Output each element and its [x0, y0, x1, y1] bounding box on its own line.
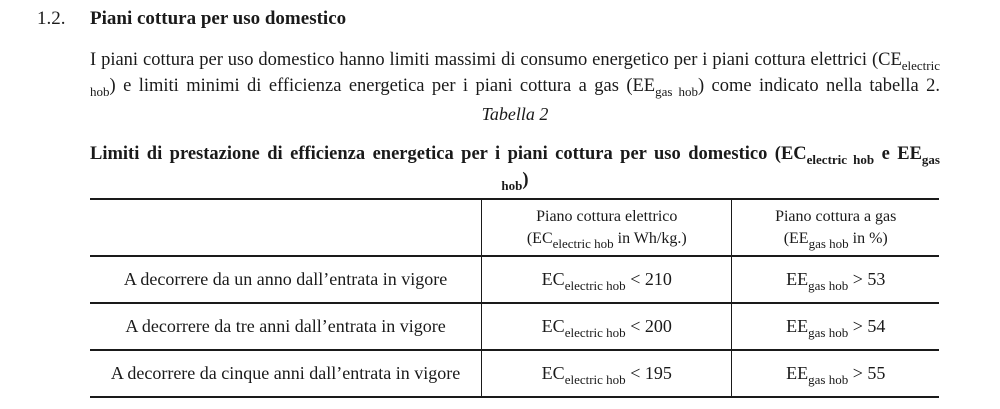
- intro-paragraph: [90, 47, 940, 99]
- table-title-line-2: [90, 167, 940, 193]
- paragraph-text: I piani cottura per uso domestico hanno limiti massimi di consumo energetico per i piani cottura elettrici (CE: [90, 50, 902, 70]
- cell-text: < 200: [625, 316, 672, 336]
- cell-text: > 53: [848, 269, 886, 289]
- paragraph-line-2: [90, 73, 940, 99]
- table-title-text: e EE: [874, 144, 922, 164]
- cell-text: EE: [786, 269, 809, 289]
- cell-text: > 55: [848, 363, 886, 383]
- table-row: [90, 350, 939, 397]
- cell-subscript: gas hob: [808, 278, 849, 293]
- period-cell: A decorrere da cinque anni dall’entrata in vigore: [90, 350, 482, 397]
- table-title-subscript: gas: [921, 152, 940, 167]
- table-label: Tabella 2: [481, 104, 549, 124]
- header-gas-line-2: [732, 228, 939, 250]
- header-gas-line-1: Piano cottura a gas: [775, 207, 897, 225]
- cell-subscript: gas hob: [808, 372, 849, 387]
- period-cell: A decorrere da tre anni dall’entrata in vigore: [90, 303, 482, 350]
- period-cell: A decorrere da un anno dall’entrata in vigore: [90, 256, 482, 303]
- header-text: (EE: [783, 229, 809, 247]
- gas-limit-cell: [732, 350, 939, 397]
- cell-text: < 195: [625, 363, 672, 383]
- cell-text: EC: [541, 269, 565, 289]
- header-cell-period: [90, 199, 482, 256]
- header-text: in %): [848, 229, 888, 247]
- cell-text: > 54: [848, 316, 886, 336]
- table-header-row: [90, 199, 939, 256]
- table-title: [90, 141, 940, 193]
- header-cell-gas: [732, 199, 939, 256]
- cell-text: EC: [541, 363, 565, 383]
- paragraph-subscript: hob: [90, 84, 110, 99]
- section-title: Piani cottura per uso domestico: [90, 8, 347, 29]
- paragraph-subscript: gas hob: [655, 84, 698, 99]
- section-number: 1.2.: [37, 8, 66, 29]
- header-cell-electric: [482, 199, 732, 256]
- cell-text: < 210: [625, 269, 672, 289]
- limits-table: [90, 198, 939, 398]
- cell-text: EC: [541, 316, 565, 336]
- paragraph-text: ) e limiti minimi di efficienza energetica per i piani cottura a gas (EE: [109, 76, 656, 96]
- table-title-subscript: hob: [501, 178, 523, 193]
- electric-limit-cell: [482, 303, 732, 350]
- cell-text: EE: [786, 316, 809, 336]
- cell-subscript: gas hob: [808, 325, 849, 340]
- header-electric-line-2: [482, 228, 731, 250]
- electric-limit-cell: [482, 350, 732, 397]
- table-row: [90, 256, 939, 303]
- electric-limit-cell: [482, 256, 732, 303]
- gas-limit-cell: [732, 256, 939, 303]
- header-text: in Wh/kg.): [613, 229, 687, 247]
- cell-subscript: electric hob: [564, 372, 626, 387]
- cell-text: EE: [786, 363, 809, 383]
- table-title-text: Limiti di prestazione di efficienza energetica per i piani cottura per uso domestico (EC: [90, 144, 807, 164]
- table-title-text: ): [522, 170, 529, 190]
- cell-subscript: electric hob: [564, 325, 626, 340]
- gas-limit-cell: [732, 303, 939, 350]
- paragraph-text: ) come indicato nella tabella 2.: [697, 76, 940, 96]
- table-title-line-1: [90, 141, 940, 167]
- paragraph-subscript: electric: [901, 58, 940, 73]
- table-row: [90, 303, 939, 350]
- cell-subscript: electric hob: [564, 278, 626, 293]
- header-subscript: gas hob: [808, 235, 849, 251]
- paragraph-line-1: [90, 47, 940, 73]
- header-electric-line-1: Piano cottura elettrico: [536, 207, 678, 225]
- header-text: (EC: [526, 229, 553, 247]
- header-subscript: electric hob: [552, 235, 614, 251]
- table-title-subscript: electric hob: [806, 152, 875, 167]
